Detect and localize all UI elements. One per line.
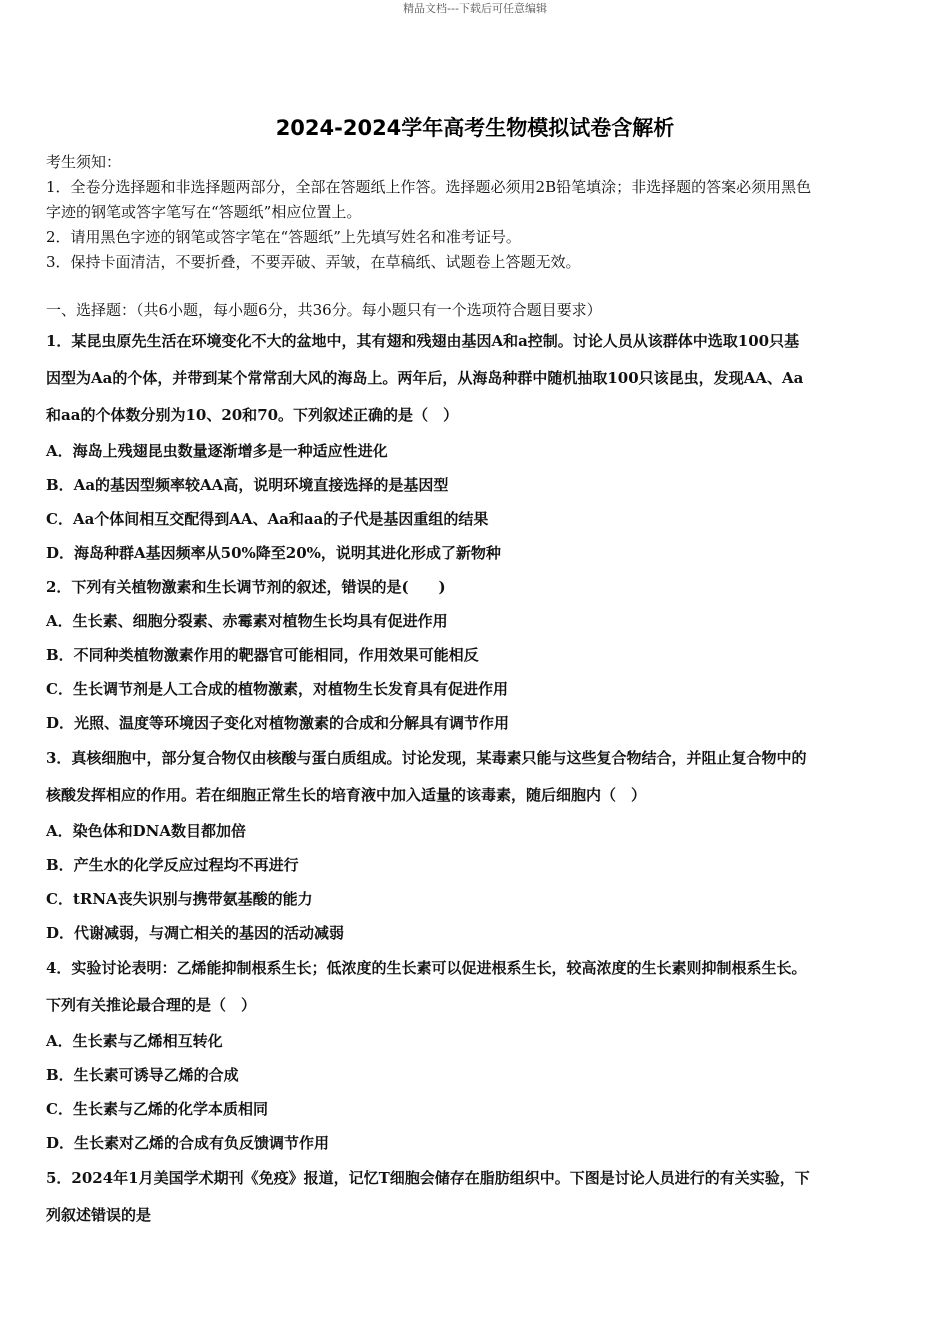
section-heading: 一、选择题：（共6小题，每小题6分，共36分。每小题只有一个选项符合题目要求） [46,301,602,319]
option-b: B．不同种类植物激素作用的靶器官可能相同，作用效果可能相反 [46,646,479,664]
notice-block [46,150,904,275]
choice-section [46,298,904,1234]
page-title: 2024-2024学年高考生物模拟试卷含解析 [275,116,675,140]
option-a: A．生长素、细胞分裂素、赤霉素对植物生长均具有促进作用 [46,612,448,630]
header-note: 精品文档---下载后可任意编辑 [403,2,547,15]
notice-item: 字迹的钢笔或答字笔写在“答题纸”相应位置上。 [46,203,362,221]
question-stem-line: 3．真核细胞中，部分复合物仅由核酸与蛋白质组成。讨论发现，某毒素只能与这些复合物结合，并阻止复合物中的 [46,749,807,767]
option-c: C．tRNA丧失识别与携带氨基酸的能力 [46,890,313,908]
question-stem-line: 和aa的个体数分别为10、20和70。下列叙述正确的是（ ） [46,406,459,424]
notice-item: 2．请用黑色字迹的钢笔或答字笔在“答题纸”上先填写姓名和准考证号。 [46,228,521,246]
question-stem-line: 5．2024年1月美国学术期刊《免疫》报道，记忆T细胞会储存在脂肪组织中。下图是讨论人员进行的有关实验，下 [46,1169,810,1187]
question-stem-line: 下列有关推论最合理的是（ ） [46,996,257,1014]
notice-heading: 考生须知： [46,153,122,171]
option-d: D．代谢减弱，与凋亡相关的基因的活动减弱 [46,924,345,942]
option-d: D．海岛种群A基因频率从50%降至20%，说明其进化形成了新物种 [46,544,501,562]
question-stem-line: 核酸发挥相应的作用。若在细胞正常生长的培育液中加入适量的该毒素，随后细胞内（ ） [46,786,647,804]
question-1 [46,323,904,570]
notice-item: 3．保持卡面清洁，不要折叠，不要弄破、弄皱，在草稿纸、试题卷上答题无效。 [46,253,581,271]
question-stem-line: 1．某昆虫原先生活在环境变化不大的盆地中，其有翅和残翅由基因A和a控制。讨论人员从该群体中选取100只基 [46,332,800,350]
option-b: B．Aa的基因型频率较AA高，说明环境直接选择的是基因型 [46,476,449,494]
option-b: B．产生水的化学反应过程均不再进行 [46,856,299,874]
notice-item: 1．全卷分选择题和非选择题两部分，全部在答题纸上作答。选择题必须用2B铅笔填涂；非选择题的答案必须用黑色 [46,178,812,196]
question-4 [46,950,904,1160]
option-c: C．生长素与乙烯的化学本质相同 [46,1100,268,1118]
option-a: A．生长素与乙烯相互转化 [46,1032,223,1050]
question-stem-line: 列叙述错误的是 [46,1206,152,1224]
question-2 [46,570,904,740]
option-c: C．Aa个体间相互交配得到AA、Aa和aa的子代是基因重组的结果 [46,510,489,528]
option-a: A．海岛上残翅昆虫数量逐渐增多是一种适应性进化 [46,442,388,460]
option-a: A．染色体和DNA数目都加倍 [46,822,246,840]
option-c: C．生长调节剂是人工合成的植物激素，对植物生长发育具有促进作用 [46,680,508,698]
question-stem-line: 4．实验讨论表明：乙烯能抑制根系生长；低浓度的生长素可以促进根系生长，较高浓度的生长素则抑制根系生长。 [46,959,807,977]
option-b: B．生长素可诱导乙烯的合成 [46,1066,239,1084]
question-stem-line: 因型为Aa的个体，并带到某个常常刮大风的海岛上。两年后，从海岛种群中随机抽取100只该昆虫，发现AA、Aa [46,369,804,387]
question-3 [46,740,904,950]
option-d: D．生长素对乙烯的合成有负反馈调节作用 [46,1134,330,1152]
question-stem-line: 2．下列有关植物激素和生长调节剂的叙述，错误的是( ) [46,578,446,596]
question-5 [46,1160,904,1234]
option-d: D．光照、温度等环境因子变化对植物激素的合成和分解具有调节作用 [46,714,510,732]
